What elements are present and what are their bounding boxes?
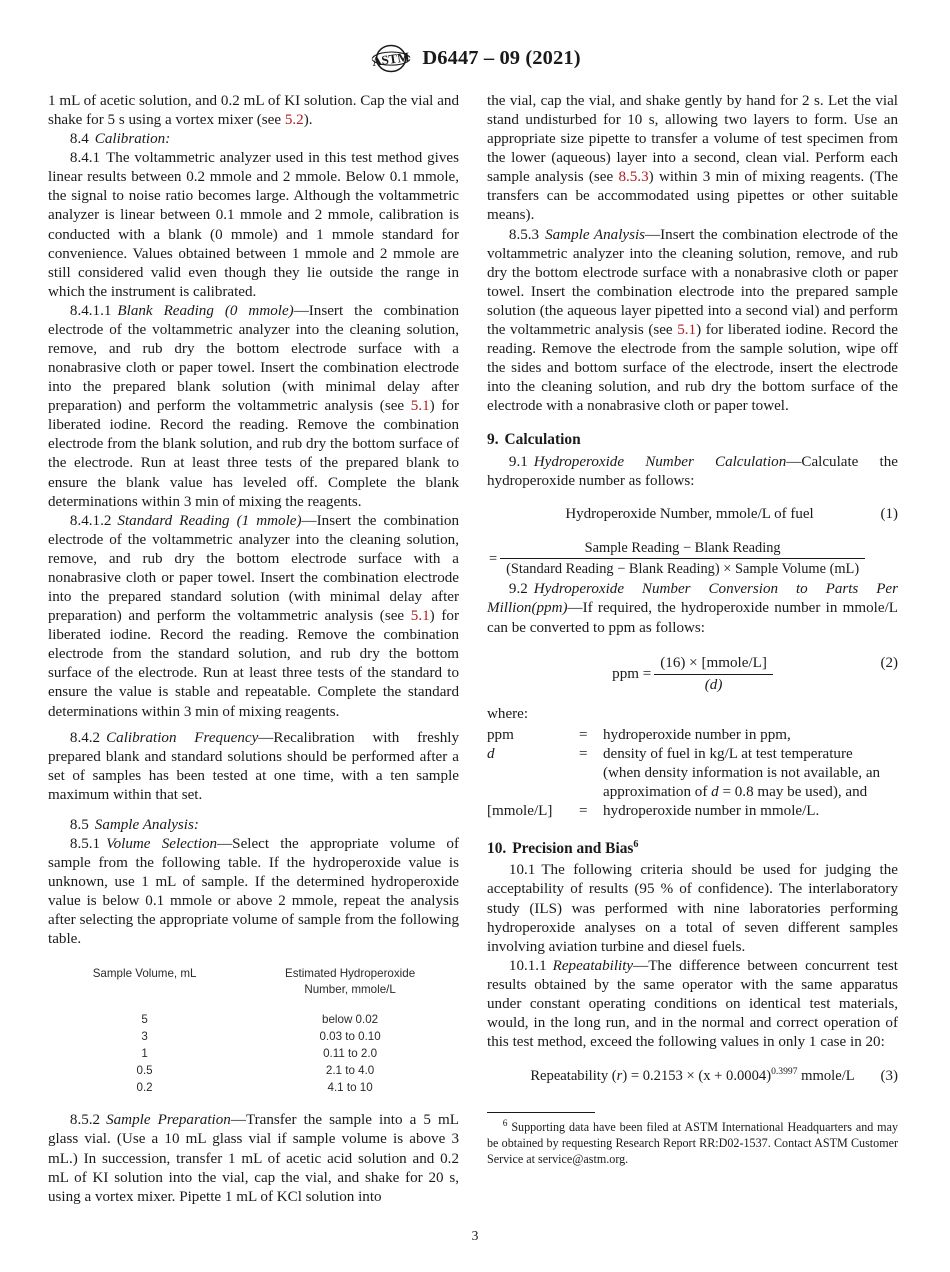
equation-2-denominator: (d) bbox=[704, 676, 723, 693]
spacer bbox=[48, 805, 459, 816]
section-number-8-4-1: 8.4.1 bbox=[69, 150, 101, 167]
section-body-10-1: The following criteria should be used for judging the acceptability of results (95 % of confidence). The interlaboratory study (ILS) was performed with nine laboratories performing hydroperoxide analyses on a total of seven different samples involving aviation turbine and diesel fuels. bbox=[487, 862, 898, 955]
section-body-9-1: —Calculate the hydroperoxide number as follows: bbox=[487, 453, 898, 489]
definition-equals: = bbox=[579, 745, 588, 762]
cell-sample-volume: 0.2 bbox=[136, 1081, 153, 1095]
section-heading-10 bbox=[487, 839, 898, 858]
section-number-8-5-2: 8.5.2 bbox=[69, 1112, 101, 1129]
definition-desc-d-line3 bbox=[603, 783, 898, 802]
cell-hydroperoxide-range: 4.1 to 10 bbox=[327, 1081, 373, 1095]
section-body-8-5-3-b: ) for liberated iodine. Record the reading. Remove the electrode from the sample solution, wipe off the sides and bottom surface of the electrode, insert the electrode into the cleaning solution, and rub dry the bottom surface of the electrode with a nonabrasive cloth or paper towel. bbox=[487, 321, 899, 415]
table-header-hydroperoxide-number bbox=[241, 966, 459, 1011]
section-body-8-4-1-2-a: —Insert the combination electrode of the voltammetric analyzer into the cleaning solution, remove, and rub dry the bottom electrode surface with a nonabrasive cloth or paper towel. Insert the combination electrode into the prepared standard solution (with minimal delay after preparation) and perform the voltammetric analysis (see bbox=[48, 512, 460, 625]
definition-desc-d-line3-a: approximation of bbox=[603, 783, 712, 800]
document-title: D6447 – 09 (2021) bbox=[422, 47, 581, 69]
astm-logo-icon bbox=[369, 44, 413, 73]
cell-hydroperoxide-range: 0.03 to 0.10 bbox=[319, 1030, 381, 1044]
section-number-8-4-1-2: 8.4.1.2 bbox=[69, 512, 112, 529]
definition-equals: = bbox=[579, 726, 588, 743]
paragraph-8-4-1 bbox=[48, 149, 459, 302]
section-body-10-1-1: —The difference between concurrent test results obtained by the same operator with the same apparatus under constant operating conditions on identical test materials, would, in the long run, and in the normal and correct operation of this test method, exceed the following values in only 1 case in 20: bbox=[487, 957, 898, 1051]
paragraph-continued-end: ). bbox=[303, 112, 313, 129]
right-column bbox=[487, 92, 898, 1168]
equation-1-number: (1) bbox=[880, 505, 898, 522]
section-number-9-1: 9.1 bbox=[508, 453, 528, 470]
table-row bbox=[48, 1079, 459, 1096]
equation-3-mid: ) = 0.2153 × (x + 0.0004) bbox=[622, 1068, 772, 1085]
paragraph-8-4 bbox=[48, 130, 459, 149]
cross-reference-5-1-c[interactable]: 5.1 bbox=[677, 321, 697, 338]
section-title-8-5-2: Sample Preparation bbox=[106, 1112, 231, 1129]
definition-desc-ppm: hydroperoxide number in ppm, bbox=[603, 726, 791, 743]
cross-reference-5-1-a[interactable]: 5.1 bbox=[410, 398, 430, 415]
cell-sample-volume: 1 bbox=[141, 1047, 148, 1061]
table-row bbox=[48, 1011, 459, 1028]
paragraph-continued bbox=[48, 92, 459, 130]
definition-term-d: d bbox=[487, 745, 495, 762]
section-body-8-4-1-2-b: ) for liberated iodine. Record the reading. Remove the combination electrode from the standard solution, and rub dry the bottom surface of the electrode. Run at least three tests of the standard to ensure the value is stable and repeatable. Complete the standard determinations within 3 min of mixing reagents. bbox=[48, 608, 459, 720]
table-header-line1: Estimated Hydroperoxide bbox=[284, 967, 416, 981]
cross-reference-8-5-3[interactable]: 8.5.3 bbox=[618, 169, 649, 186]
equation-3-variable-r: r bbox=[616, 1068, 623, 1085]
paragraph-continued-right bbox=[487, 92, 898, 226]
definition-desc-d-line2: (when density information is not available, an bbox=[603, 764, 881, 781]
page-header bbox=[0, 44, 950, 84]
table-header bbox=[48, 966, 459, 1011]
definition-row-mmole bbox=[487, 802, 898, 821]
paragraph-10-1-1 bbox=[487, 957, 898, 1052]
left-column bbox=[48, 92, 459, 1207]
paragraph-8-5-1 bbox=[48, 835, 459, 949]
cell-sample-volume: 0.5 bbox=[136, 1064, 153, 1078]
paragraph-9-1 bbox=[487, 453, 898, 491]
section-number-10-1: 10.1 bbox=[508, 862, 536, 879]
section-title-8-4: Calibration: bbox=[94, 131, 171, 148]
section-body-8-5-3-a: —Insert the combination electrode of the voltammetric analyzer into the cleaning solution, remove, and rub dry the bottom electrode surface with a nonabrasive cloth or paper towel. Insert the combination electrode into the prepared sample solution (the aqueous layer pipetted into a second vial) and perform the voltammetric analysis (see bbox=[487, 226, 898, 338]
where-label: where: bbox=[487, 705, 529, 722]
cell-hydroperoxide-range: below 0.02 bbox=[322, 1013, 379, 1027]
paragraph-9-2 bbox=[487, 580, 898, 637]
paragraph-10-1 bbox=[487, 861, 898, 956]
paragraph-8-4-2 bbox=[48, 729, 459, 805]
definition-row-d bbox=[487, 745, 898, 802]
section-heading-10-title: Precision and Bias bbox=[512, 839, 634, 857]
table-row bbox=[48, 1045, 459, 1062]
equation-1-denominator: (Standard Reading − Blank Reading) × Sample Volume (mL) bbox=[506, 561, 860, 578]
paragraph-8-4-1-2 bbox=[48, 512, 459, 722]
equation-3-exponent: 0.3997 bbox=[771, 1066, 798, 1078]
equation-3-number: (3) bbox=[880, 1068, 898, 1085]
section-number-8-4: 8.4 bbox=[69, 131, 89, 148]
table-header-row bbox=[48, 966, 459, 1011]
section-heading-10-number: 10. bbox=[487, 839, 507, 857]
section-number-8-4-1-1: 8.4.1.1 bbox=[69, 302, 112, 319]
equation-1-caption: Hydroperoxide Number, mmole/L of fuel bbox=[565, 505, 814, 522]
section-title-10-1-1: Repeatability bbox=[552, 957, 634, 974]
table-row bbox=[48, 1028, 459, 1045]
definition-desc-d-line3-b: = 0.8 may be used), and bbox=[718, 783, 868, 800]
definition-desc-d-variable: d bbox=[711, 783, 719, 800]
footnote-marker-6[interactable]: 6 bbox=[633, 838, 639, 850]
section-body-8-4-2: —Recalibration with freshly prepared blank and standard solutions should be performed after a set of samples has been tested at one time, with a ten sample maximum within that set. bbox=[48, 729, 459, 803]
spacer bbox=[48, 1100, 459, 1111]
paragraph-continued-right-b: ) within 3 min of mixing reagents. (The transfers can be accommodated using pipettes or other suitable means). bbox=[487, 169, 899, 224]
section-body-8-5-1: —Select the appropriate volume of sample from the following table. If the hydroperoxide value is unknown, use 1 mL of sample. If the determined hydroperoxide value is below 0.1 mmole or above 2 mmole, repeat the analysis after selecting the appropriate volume of sample from the following table. bbox=[48, 835, 459, 948]
section-title-8-5-3: Sample Analysis bbox=[545, 226, 646, 243]
section-title-8-5-1: Volume Selection bbox=[106, 835, 218, 852]
equation-2-lhs: ppm = bbox=[612, 665, 652, 682]
definition-desc-d bbox=[603, 745, 898, 802]
table-row bbox=[48, 1062, 459, 1079]
section-body-8-5-2: —Transfer the sample into a 5 mL glass vial. (Use a 10 mL glass vial if sample volume is above 3 mL.) In succession, transfer 1 mL of acetic acid solution and 0.2 mL of KI solution into the vial, cap the vial, and shake for 20 s, using a vortex mixer. Pipette 1 mL of KCl solution into bbox=[48, 1112, 460, 1205]
definition-term-ppm: ppm bbox=[487, 726, 514, 743]
paragraph-8-4-1-1 bbox=[48, 302, 459, 512]
section-title-8-5: Sample Analysis: bbox=[94, 816, 199, 833]
equation-1-numerator: Sample Reading − Blank Reading bbox=[500, 539, 865, 559]
section-heading-9-number: 9. bbox=[487, 431, 499, 449]
section-number-8-5-3: 8.5.3 bbox=[508, 226, 540, 243]
section-body-8-4-1-1-b: ) for liberated iodine. Record the reading. Remove the combination electrode from the blank solution, and rub dry the bottom surface of the electrode. Run at least three tests of the prepared blank to ensure the blank value has leveled off. Complete the blank determinations within 3 min of mixing the reagents. bbox=[48, 398, 459, 510]
section-title-9-1: Hydroperoxide Number Calculation bbox=[533, 453, 787, 470]
paragraph-continued-text: 1 mL of acetic solution, and 0.2 mL of KI solution. Cap the vial and shake for 5 s using a vortex mixer (see bbox=[48, 93, 459, 129]
cross-reference-5-2[interactable]: 5.2 bbox=[284, 112, 304, 129]
equation-3-units: mmole/L bbox=[797, 1068, 855, 1085]
equation-2-frac-body bbox=[654, 654, 773, 695]
cell-hydroperoxide-range: 2.1 to 4.0 bbox=[325, 1064, 375, 1078]
section-title-9-2-a: Hydroperoxide Number Conversion to Parts Per Million bbox=[487, 581, 898, 617]
cell-sample-volume: 3 bbox=[141, 1030, 148, 1044]
footnote-6 bbox=[487, 1120, 898, 1168]
equation-2-body bbox=[487, 654, 898, 695]
table-body bbox=[48, 1011, 459, 1096]
equation-1-frac-body bbox=[500, 539, 865, 578]
section-number-10-1-1: 10.1.1 bbox=[508, 957, 547, 974]
cell-sample-volume: 5 bbox=[141, 1013, 148, 1027]
equation-1-fraction bbox=[487, 539, 898, 578]
paragraph-continued-right-a: the vial, cap the vial, and shake gently by hand for 2 s. Let the vial stand undisturbed for 10 s, allowing two layers to form. Use an appropriate size pipette to transfer a volume of test specimen from the lower (aqueous) layer into a second, clean vial. Perform each sample analysis (see bbox=[487, 93, 898, 186]
section-number-8-4-2: 8.4.2 bbox=[69, 729, 101, 746]
cell-hydroperoxide-range: 0.11 to 2.0 bbox=[323, 1047, 378, 1061]
table-header-line2: Number, mmole/L bbox=[304, 982, 396, 996]
section-body-8-4-1-1-a: —Insert the combination electrode of the voltammetric analyzer into the cleaning solution, remove, and rub dry the bottom electrode surface with a nonabrasive cloth or paper towel. Insert the combination electrode into the prepared blank solution (with minimal delay after preparation) and perform the voltammetric analysis (see bbox=[48, 302, 459, 415]
section-title-8-4-2: Calibration Frequency bbox=[106, 729, 259, 746]
definition-row-ppm bbox=[487, 726, 898, 745]
footnote-divider bbox=[487, 1112, 595, 1113]
definition-equals: = bbox=[579, 802, 588, 819]
paragraph-8-5-2 bbox=[48, 1111, 459, 1206]
section-number-8-5-1: 8.5.1 bbox=[69, 835, 101, 852]
equation-2-numerator: (16) × [mmole/L] bbox=[654, 654, 773, 675]
section-title-8-4-1-2: Standard Reading (1 mmole) bbox=[117, 512, 302, 529]
equation-3-body bbox=[530, 1067, 854, 1085]
svg-text:ASTM: ASTM bbox=[371, 48, 411, 70]
section-number-9-2: 9.2 bbox=[508, 581, 528, 598]
section-title-8-4-1-1: Blank Reading (0 mmole) bbox=[117, 302, 294, 319]
paragraph-8-5 bbox=[48, 816, 459, 835]
paragraph-8-5-3 bbox=[487, 226, 898, 417]
equation-3 bbox=[487, 1067, 898, 1085]
page-number: 3 bbox=[471, 1228, 479, 1243]
footnote-text: Supporting data have been filed at ASTM International Headquarters and may be obtained by requesting Research Report RR:D02-1537. Contact ASTM Customer Service at service@astm.org. bbox=[487, 1119, 898, 1166]
section-number-8-5: 8.5 bbox=[69, 816, 89, 833]
section-title-9-2-b: (ppm) bbox=[531, 600, 568, 617]
table-header-sample-volume: Sample Volume, mL bbox=[92, 967, 197, 981]
section-heading-9-title: Calculation bbox=[504, 431, 581, 449]
definition-list bbox=[487, 726, 898, 821]
definition-desc-d-line1: density of fuel in kg/L at test temperature bbox=[603, 745, 853, 762]
equation-1 bbox=[487, 505, 898, 578]
equation-2-number: (2) bbox=[880, 654, 898, 671]
definition-desc-mmole: hydroperoxide number in mmole/L. bbox=[603, 802, 820, 819]
equation-2 bbox=[487, 654, 898, 695]
sample-volume-table bbox=[48, 966, 459, 1096]
section-body-9-2: —If required, the hydroperoxide number in mmole/L can be converted to ppm as follows: bbox=[487, 600, 898, 636]
equation-1-equals: = bbox=[489, 550, 498, 567]
footnote-number: 6 bbox=[502, 1118, 508, 1129]
equation-3-label: Repeatability ( bbox=[530, 1068, 617, 1085]
section-heading-9 bbox=[487, 430, 898, 449]
definition-term-mmole: [mmole/L] bbox=[487, 802, 553, 819]
cross-reference-5-1-b[interactable]: 5.1 bbox=[410, 608, 430, 625]
section-body-8-4-1: The voltammetric analyzer used in this test method gives linear results between 0.2 mmole and 2 mmole. Below 0.1 mmole, the signal to noise ratio becomes large. Although the voltammetric analyzer is linear between 0.1 mmole and 2 mmole, calibration is conducted with a blank (0 mmole) and 1 mmole standard for convenience. Values obtained between 1 mmole and 2 mmole are still considered valid even though they lie outside the range in which the instrument is calibrated. bbox=[48, 150, 459, 300]
spacer bbox=[48, 722, 459, 729]
